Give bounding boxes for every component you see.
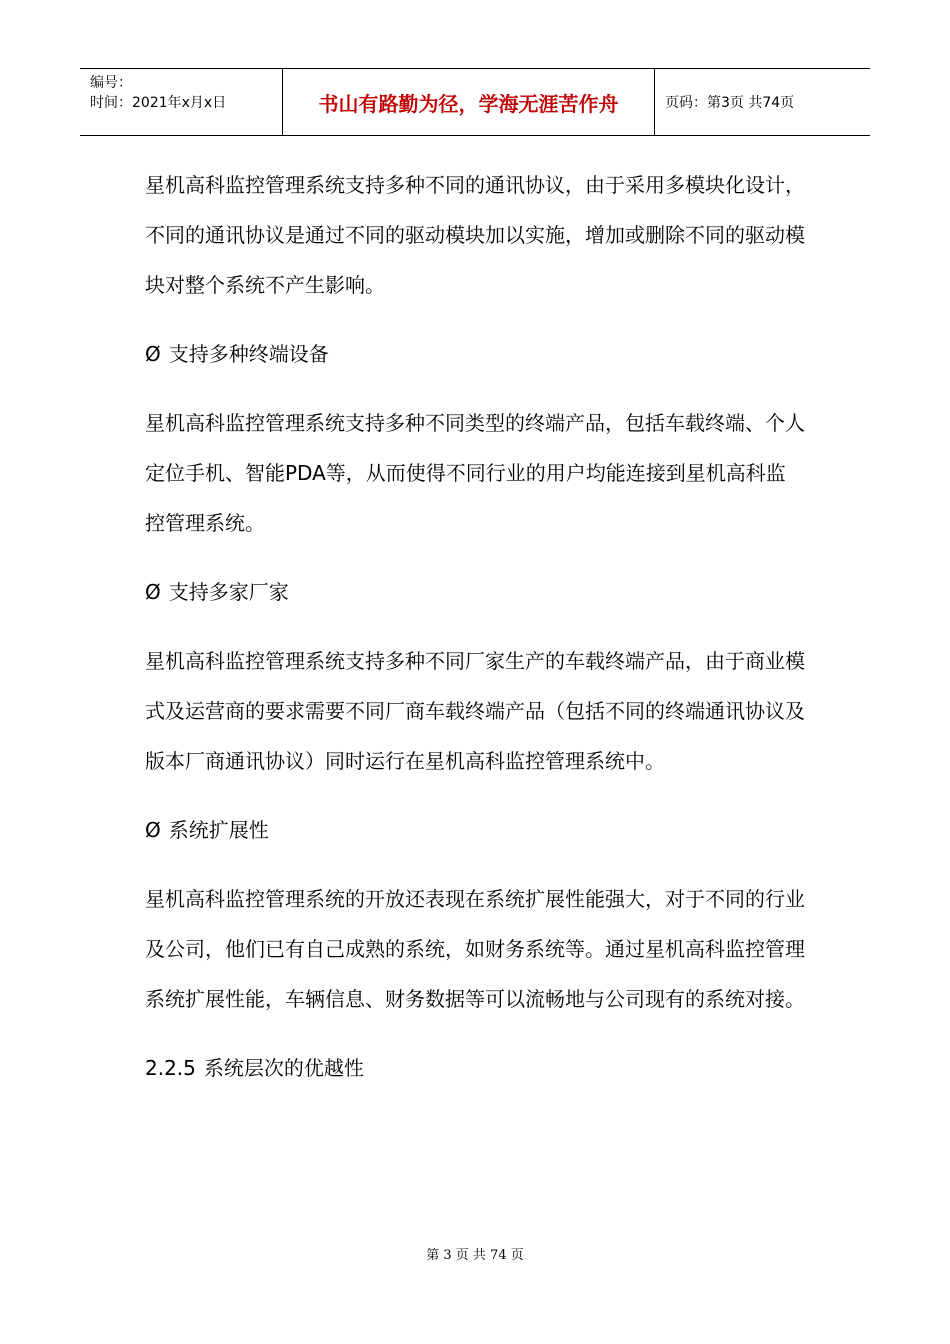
bullet-mark: Ø xyxy=(145,342,161,366)
document-body xyxy=(145,160,805,1093)
header-motto-cell xyxy=(282,69,655,135)
header-meta xyxy=(80,69,282,135)
header-page-cell xyxy=(655,69,870,135)
bullet-extensibility xyxy=(145,805,805,855)
paragraph-terminals: 星机高科监控管理系统支持多种不同类型的终端产品，包括车载终端、个人定位手机、智能PDA等，从而使得不同行业的用户均能连接到星机高科监控管理系统。 xyxy=(145,411,805,535)
header-page-label: 页码：第3页 共74页 xyxy=(665,95,795,111)
bullet-terminal-devices xyxy=(145,329,805,379)
bullet-mark: Ø xyxy=(145,580,161,604)
bullet-mark: Ø xyxy=(145,818,161,842)
bullet-text: 支持多家厂家 xyxy=(168,580,289,604)
page-header xyxy=(80,68,870,136)
header-motto: 书山有路勤为径，学海无涯苦作舟 xyxy=(318,91,619,116)
section-heading xyxy=(145,1043,805,1093)
bullet-text: 系统扩展性 xyxy=(168,818,269,842)
section-title: 系统层次的优越性 xyxy=(203,1056,364,1080)
page-footer: 第 3 页 共 74 页 xyxy=(426,1248,524,1263)
paragraph-extensibility: 星机高科监控管理系统的开放还表现在系统扩展性能强大，对于不同的行业及公司，他们已有自己成熟的系统，如财务系统等。通过星机高科监控管理系统扩展性能，车辆信息、财务数据等可以流畅地与公司现有的系统对接。 xyxy=(145,887,805,1011)
section-number: 2.2.5 xyxy=(145,1056,196,1080)
document-time-label: 时间：2021年x月x日 xyxy=(90,95,227,111)
paragraph-protocols: 星机高科监控管理系统支持多种不同的通讯协议，由于采用多模块化设计，不同的通讯协议是通过不同的驱动模块加以实施，增加或删除不同的驱动模块对整个系统不产生影响。 xyxy=(145,173,805,297)
document-number-label: 编号： xyxy=(90,75,132,91)
bullet-text: 支持多种终端设备 xyxy=(168,342,329,366)
bullet-multiple-vendors xyxy=(145,567,805,617)
paragraph-vendors: 星机高科监控管理系统支持多种不同厂家生产的车载终端产品，由于商业模式及运营商的要求需要不同厂商车载终端产品（包括不同的终端通讯协议及版本厂商通讯协议）同时运行在星机高科监控管理系统中。 xyxy=(145,649,805,773)
